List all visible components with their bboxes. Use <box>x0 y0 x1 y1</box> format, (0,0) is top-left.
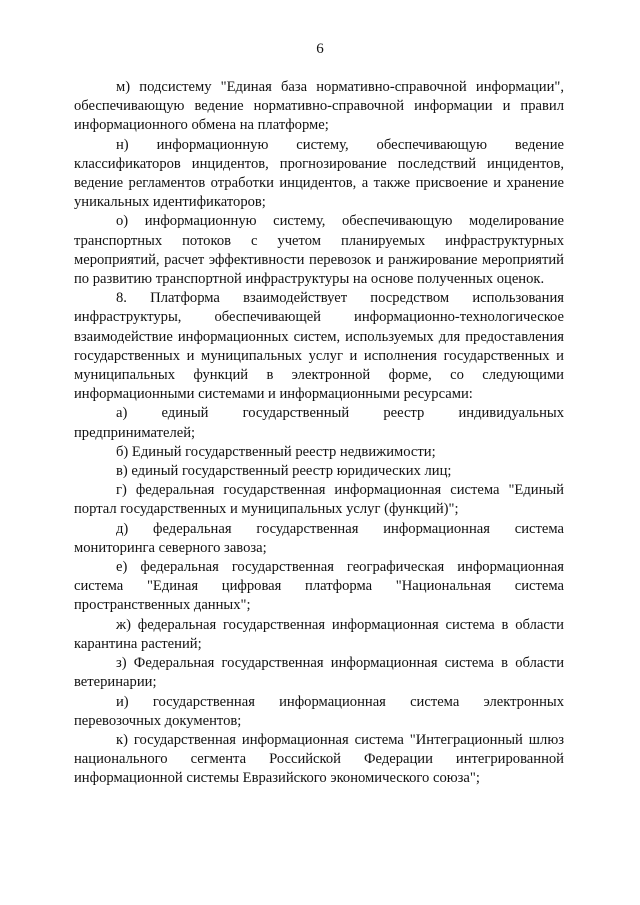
section-8-paragraph: 8. Платформа взаимодействует посредством использования инфраструктуры, обеспечивающей информационно-технологическое взаимодействие информационных систем, используемых для предоставления государственных и муниципальных услуг и исполнения государственных и муниципальных функций в электронной форме, со следующими информационными системами и информационными ресурсами: <box>74 290 564 403</box>
list-item-zh: ж) федеральная государственная информационная система в области карантина растений; <box>74 616 564 652</box>
list-item-i: и) государственная информационная система электронных перевозочных документов; <box>74 693 564 729</box>
list-item-n: н) информационную систему, обеспечивающую ведение классификаторов инцидентов, прогнозирование последствий инцидентов, ведение регламентов отработки инцидентов, а также присвоение и хранение уникальных идентификаторов; <box>74 136 564 211</box>
document-body <box>74 78 564 789</box>
list-item-d: д) федеральная государственная информационная система мониторинга северного завоза; <box>74 520 564 556</box>
list-item-m: м) подсистему "Единая база нормативно-справочной информации", обеспечивающую ведение нормативно-справочной информации и правил информационного обмена на платформе; <box>74 79 564 134</box>
list-item-e: е) федеральная государственная географическая информационная система "Единая цифровая платформа "Национальная система пространственных данных"; <box>74 559 564 614</box>
list-item-z: з) Федеральная государственная информационная система в области ветеринарии; <box>74 655 564 691</box>
list-item-a: а) единый государственный реестр индивидуальных предпринимателей; <box>74 405 564 441</box>
list-item-b: б) Единый государственный реестр недвижимости; <box>116 443 436 460</box>
list-item-o: о) информационную систему, обеспечивающую моделирование транспортных потоков с учетом планируемых инфраструктурных мероприятий, расчет эффективности перевозок и ранжирование мероприятий по развитию транспортной инфраструктуры на основе полученных оценок. <box>74 213 564 288</box>
page-number: 6 <box>316 41 324 57</box>
list-item-k: к) государственная информационная система "Интеграционный шлюз национального сегмента Российской Федерации интегрированной информационной системы Евразийского экономического союза"; <box>74 731 564 787</box>
list-item-g: г) федеральная государственная информационная система "Единый портал государственных и муниципальных услуг (функций)"; <box>74 482 564 518</box>
list-item-v: в) единый государственный реестр юридических лиц; <box>116 463 452 480</box>
